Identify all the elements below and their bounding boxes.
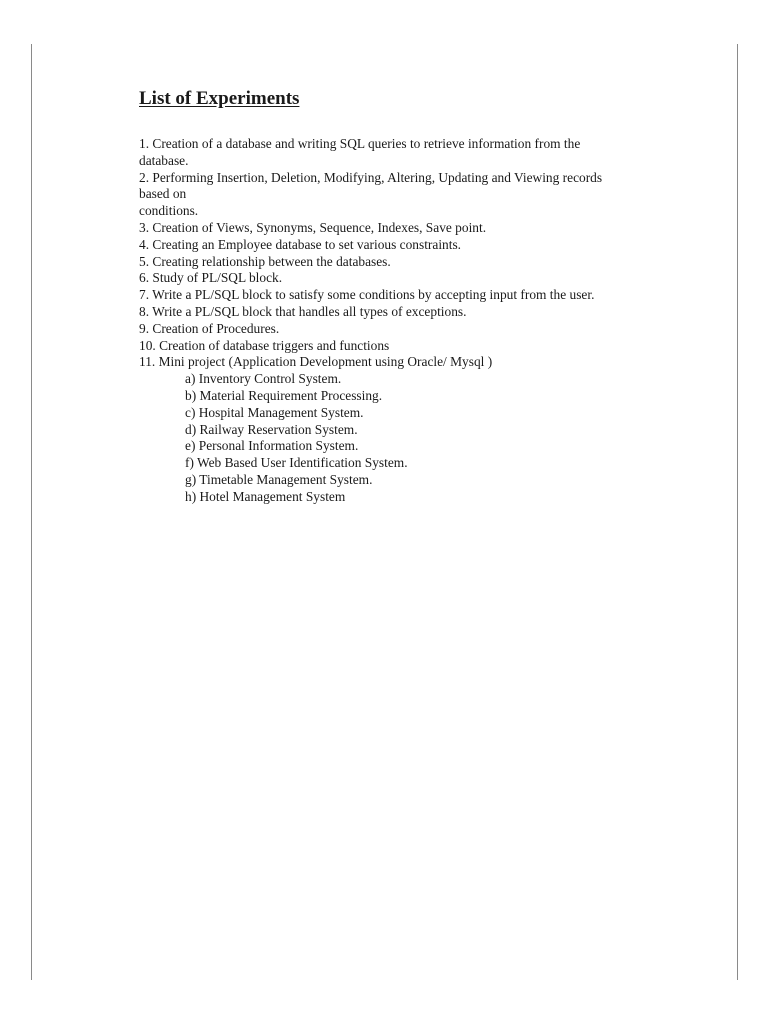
- sub-list-item: h) Hotel Management System: [185, 488, 346, 504]
- sub-list-item: c) Hospital Management System.: [185, 404, 364, 420]
- list-item: 5. Creating relationship between the databases.: [139, 253, 391, 269]
- page-border-right: [737, 44, 738, 980]
- list-item: 3. Creation of Views, Synonyms, Sequence, Indexes, Save point.: [139, 219, 487, 235]
- sub-list-item: a) Inventory Control System.: [185, 371, 342, 387]
- list-item: conditions.: [139, 203, 199, 219]
- sub-list-item: g) Timetable Management System.: [185, 471, 373, 487]
- list-item: 1. Creation of a database and writing SQL queries to retrieve information from the: [139, 136, 581, 151]
- list-item: database.: [139, 152, 189, 168]
- list-item: 11. Mini project (Application Development using Oracle/ Mysql ): [139, 354, 493, 370]
- page-border-left: [31, 44, 32, 980]
- experiment-list: [139, 136, 699, 506]
- list-item: 7. Write a PL/SQL block to satisfy some conditions by accepting input from the user.: [139, 287, 595, 303]
- list-item: 6. Study of PL/SQL block.: [139, 270, 283, 286]
- sub-list-item: d) Railway Reservation System.: [185, 421, 358, 437]
- page-title: List of Experiments: [139, 88, 300, 109]
- list-item: based on: [139, 186, 187, 202]
- list-item: 8. Write a PL/SQL block that handles all types of exceptions.: [139, 303, 467, 319]
- list-item: 4. Creating an Employee database to set various constraints.: [139, 236, 462, 252]
- sub-list-item: e) Personal Information System.: [185, 438, 359, 454]
- list-item: 9. Creation of Procedures.: [139, 320, 280, 336]
- list-item: 10. Creation of database triggers and functions: [139, 337, 390, 353]
- sub-list-item: f) Web Based User Identification System.: [185, 455, 408, 471]
- sub-list-item: b) Material Requirement Processing.: [185, 387, 383, 403]
- list-item: 2. Performing Insertion, Deletion, Modifying, Altering, Updating and Viewing records: [139, 169, 603, 185]
